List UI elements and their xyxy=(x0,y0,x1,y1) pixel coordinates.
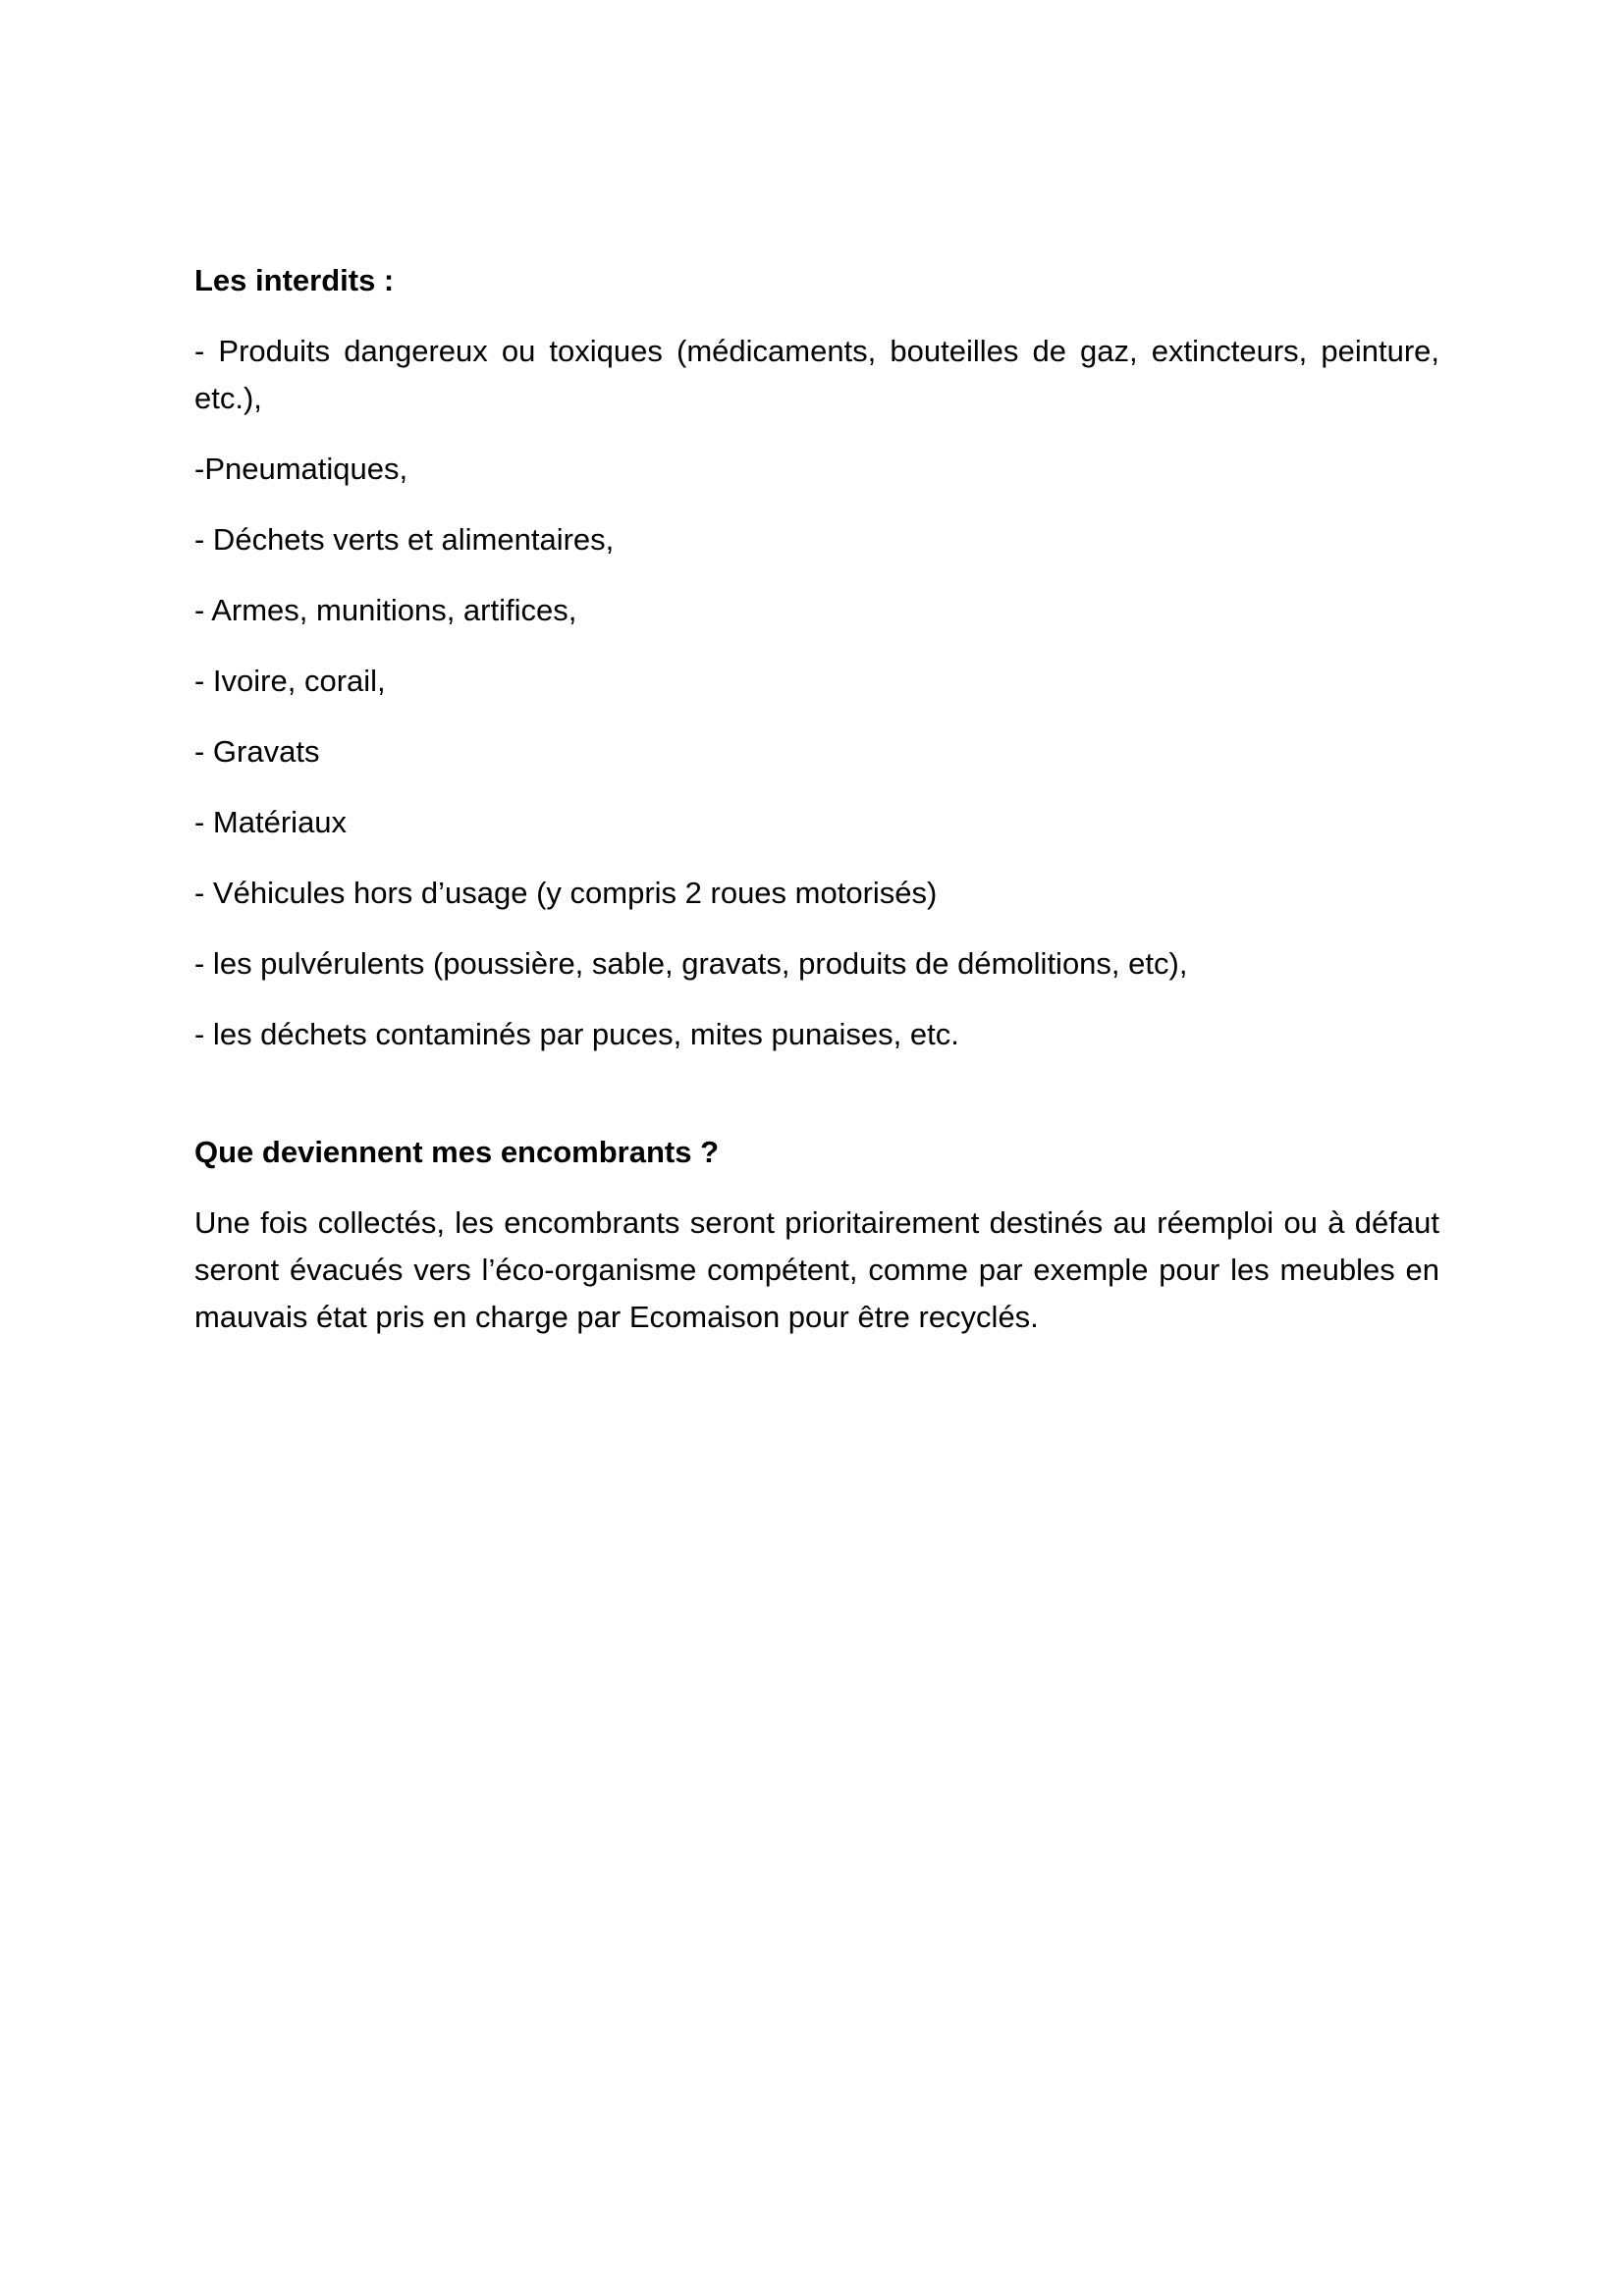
document-content xyxy=(194,257,1439,1364)
forbidden-item: - Armes, munitions, artifices, xyxy=(194,593,577,627)
forbidden-item: - Ivoire, corail, xyxy=(194,664,386,698)
forbidden-item: -Pneumatiques, xyxy=(194,452,408,486)
forbidden-item: - les pulvérulents (poussière, sable, gravats, produits de démolitions, etc), xyxy=(194,946,1188,981)
forbidden-item: - les déchets contaminés par puces, mites punaises, etc. xyxy=(194,1017,959,1051)
destination-heading: Que deviennent mes encombrants ? xyxy=(194,1135,720,1169)
forbidden-item: - Gravats xyxy=(194,734,320,769)
forbidden-heading: Les interdits : xyxy=(194,263,395,297)
forbidden-item: - Déchets verts et alimentaires, xyxy=(194,522,615,557)
section-spacer xyxy=(194,1082,1439,1129)
forbidden-item: - Matériaux xyxy=(194,805,348,839)
forbidden-item: - Produits dangereux ou toxiques (médicaments, bouteilles de gaz, extincteurs, peinture, etc.), xyxy=(194,334,1439,415)
destination-paragraph: Une fois collectés, les encombrants seront prioritairement destinés au réemploi ou à défaut seront évacués vers l’éco-organisme compétent, comme par exemple pour les meubles en mauvais état pris en charge par Ecomaison pour être recyclés. xyxy=(194,1205,1439,1334)
forbidden-item: - Véhicules hors d’usage (y compris 2 roues motorisés) xyxy=(194,876,938,910)
